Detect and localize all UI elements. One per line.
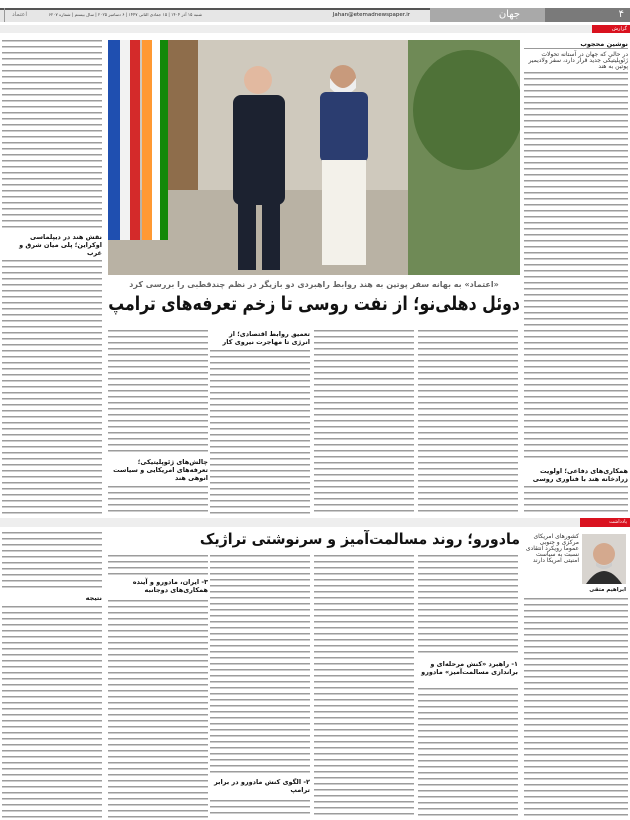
subhead-geopolitics: چالش‌های ژئوپلیتیکی؛ تعرفه‌های امریکایی و سیاست انوهی هند — [108, 458, 208, 482]
subhead-maduro-trump: ۲- الگوی کنش مادورو در برابر ترامپ — [210, 778, 310, 794]
subhead-defense: همکاری‌های دفاعی؛ اولویت زرادخانه هند با فناوری روسی — [524, 467, 628, 483]
report-supertitle: «اعتماد» به بهانه سفر پوتین به هند روابط راهبردی دو بازیگر در نظم چندقطبی را بررسی کرد — [129, 280, 499, 289]
report-body-left-b — [2, 260, 102, 514]
report-body-left — [2, 40, 102, 230]
report-body-col1b — [524, 486, 628, 514]
report-body-col1 — [524, 72, 628, 462]
note-body-col3 — [314, 555, 414, 818]
note-body-left — [2, 532, 102, 592]
note-body-left-b — [2, 606, 102, 818]
note-headline — [200, 530, 520, 548]
report-body-col5b — [108, 486, 208, 515]
page-number: ۴ — [545, 8, 630, 22]
note-bar — [0, 518, 630, 527]
note-body-col1 — [524, 598, 628, 818]
author-photo — [582, 534, 626, 584]
report-tag: گزارش — [592, 25, 630, 33]
report-body-col5 — [108, 330, 208, 456]
report-headline — [108, 293, 520, 315]
note-body-col5b — [108, 600, 208, 818]
note-body-col4 — [210, 555, 310, 775]
subhead-iran-maduro: ۳- ایران، مادورو و آینده همکاری‌های دوجانبه — [108, 578, 208, 594]
photo-putin-modi — [108, 40, 520, 275]
report-intro: در حالی که جهان در آستانه تحولات ژئوپلیتیکی جدید قرار دارد، سفر ولادیمیر پوتین به هند — [524, 52, 628, 70]
section-title: جهان — [430, 8, 545, 22]
report-body-col4 — [210, 350, 310, 515]
report-headline-text: دوئل دهلی‌نو؛ از نفت روسی تا زخم تعرفه‌های ترامپ — [108, 293, 520, 315]
note-author: ابراهیم متقی — [582, 586, 626, 594]
subhead-conclusion: نتیجه — [2, 594, 102, 602]
note-tag: یادداشت — [580, 518, 630, 527]
report-body-col2 — [418, 330, 518, 515]
note-body-col4b — [210, 800, 310, 818]
note-body-col2 — [418, 555, 518, 653]
note-intro: کشورهای امریکای مرکزی و جنوبی عموما رویکرد انتقادی نسبت به سیاست امنیتی امریکا دارند — [525, 533, 579, 564]
note-headline-text: مادورو؛ روند مسالمت‌آمیز و سرنوشتی تراژیک — [200, 530, 520, 548]
section-bar — [0, 25, 630, 33]
newspaper-logo: اعتماد — [4, 8, 34, 22]
email-link[interactable]: Jahan@etemadnewspaper.ir — [332, 12, 410, 18]
note-body-col2b — [418, 688, 518, 818]
note-body-col5 — [108, 555, 208, 575]
subhead-ukraine: نقش هند در دیپلماسی اوکراین؛ پلی میان شرق و غرب — [2, 233, 102, 257]
subhead-economy: تعمیق روابط اقتصادی؛ از انرژی تا مهاجرت نیروی کار — [210, 330, 310, 346]
issue-date: شنبه ۱۵ آذر ۱۴۰۴ | ۱۵ جمادی الثانی ۱۴۴۷ | ۶ دسامبر ۲۰۲۵ | سال بیستم | شماره ۶۲۰۷ — [48, 12, 202, 17]
report-author: نوشین محجوب — [524, 40, 628, 49]
report-body-col3 — [314, 330, 414, 515]
subhead-maduro-strategy: ۱- راهبرد «کنش مرحله‌ای و براندازی مسالمت‌آمیز» مادورو — [418, 660, 518, 676]
